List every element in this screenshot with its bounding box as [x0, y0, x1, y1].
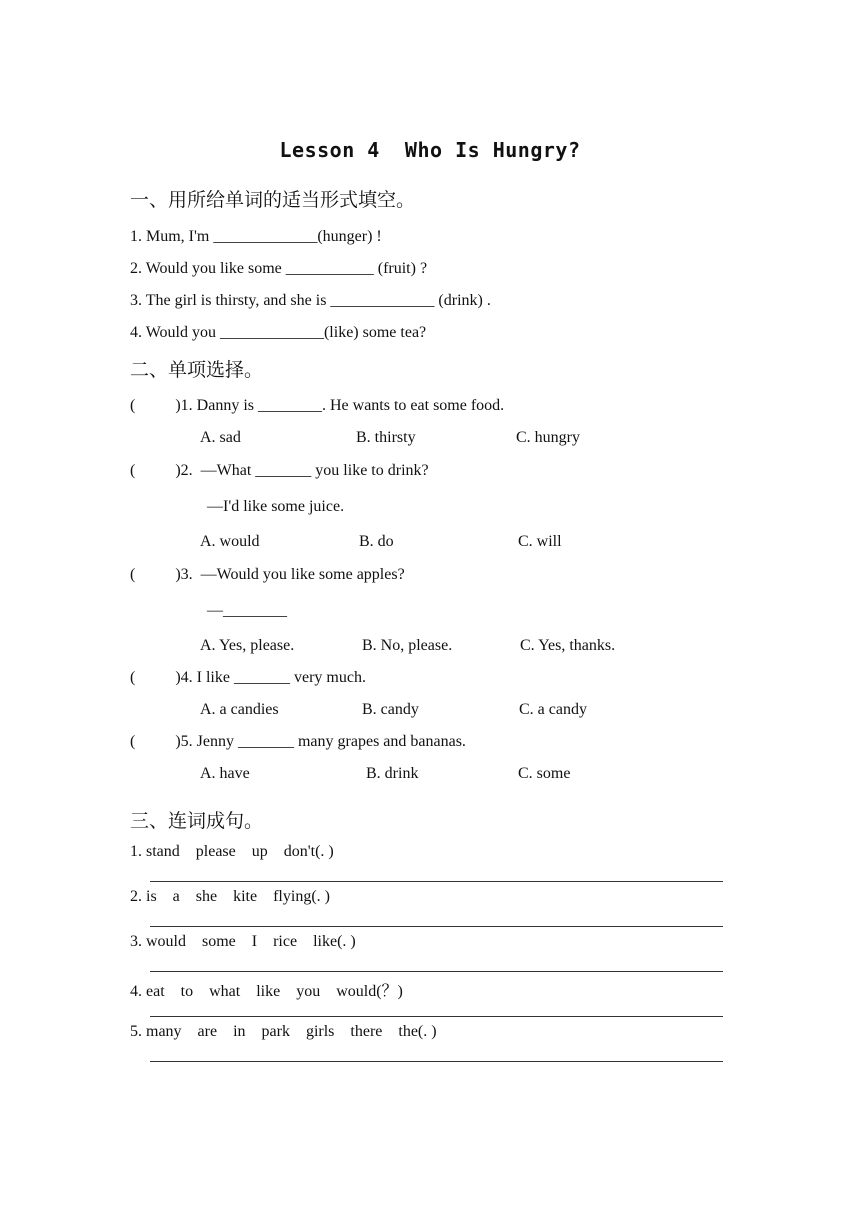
section-1-heading: 一、用所给单词的适当形式填空。 — [130, 189, 416, 211]
choice-5-option-a: A. have — [200, 765, 250, 782]
choice-4-option-a: A. a candies — [200, 701, 279, 718]
word-order-item-4: 4. eat to what like you would(？) — [130, 983, 403, 1000]
choice-1-option-b: B. thirsty — [356, 429, 416, 446]
choice-question-5: ( )5. Jenny _______ many grapes and bananas. — [130, 733, 466, 750]
choice-3-option-b: B. No, please. — [362, 637, 453, 654]
section-3-heading: 三、连词成句。 — [130, 810, 264, 832]
choice-question-3: ( )3. —Would you like some apples? — [130, 566, 405, 583]
word-order-item-5: 5. many are in park girls there the(. ) — [130, 1023, 437, 1040]
fill-blank-item-4: 4. Would you _____________(like) some tea? — [130, 324, 427, 341]
answer-line-3 — [150, 971, 723, 972]
choice-1-option-a: A. sad — [200, 429, 241, 446]
choice-2-option-b: B. do — [359, 533, 394, 550]
choice-2-reply: —I'd like some juice. — [207, 498, 345, 515]
page-title: Lesson 4 Who Is Hungry? — [279, 138, 581, 162]
choice-question-4: ( )4. I like _______ very much. — [130, 669, 366, 686]
word-order-item-3: 3. would some I rice like(. ) — [130, 933, 356, 950]
choice-5-option-b: B. drink — [366, 765, 419, 782]
choice-3-reply: —________ — [207, 602, 287, 619]
word-order-item-2: 2. is a she kite flying(. ) — [130, 888, 330, 905]
choice-1-option-c: C. hungry — [516, 429, 580, 446]
fill-blank-item-1: 1. Mum, I'm _____________(hunger) ! — [130, 228, 382, 245]
choice-3-option-a: A. Yes, please. — [200, 637, 295, 654]
choice-4-option-c: C. a candy — [519, 701, 587, 718]
choice-3-option-c: C. Yes, thanks. — [520, 637, 616, 654]
choice-2-option-c: C. will — [518, 533, 562, 550]
fill-blank-item-2: 2. Would you like some ___________ (fruit) ? — [130, 260, 428, 277]
fill-blank-item-3: 3. The girl is thirsty, and she is _____________ (drink) . — [130, 292, 491, 309]
answer-line-1 — [150, 881, 723, 882]
answer-line-2 — [150, 926, 723, 927]
section-2-heading: 二、单项选择。 — [130, 359, 264, 381]
choice-question-1: ( )1. Danny is ________. He wants to eat some food. — [130, 397, 505, 414]
answer-line-5 — [150, 1061, 723, 1062]
choice-5-option-c: C. some — [518, 765, 571, 782]
word-order-item-1: 1. stand please up don't(. ) — [130, 843, 334, 860]
choice-2-option-a: A. would — [200, 533, 260, 550]
choice-question-2: ( )2. —What _______ you like to drink? — [130, 462, 429, 479]
choice-4-option-b: B. candy — [362, 701, 419, 718]
answer-line-4 — [150, 1016, 723, 1017]
